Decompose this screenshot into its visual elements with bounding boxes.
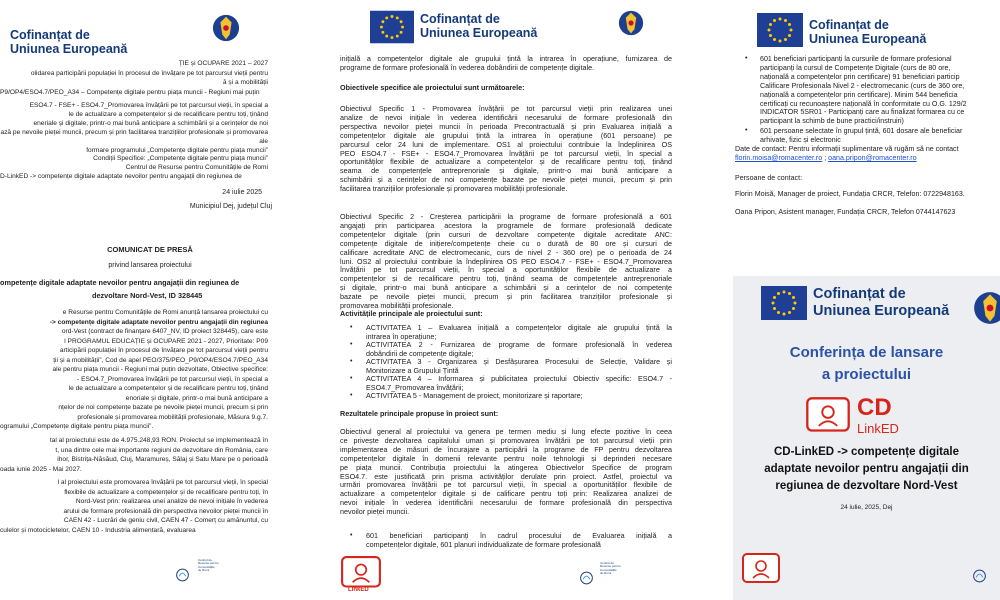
text-line — [340, 490, 672, 499]
text-line — [760, 100, 1000, 109]
text-line — [0, 78, 268, 88]
text-line-content: Obiectivul general al proiectului va genera pe termen mediu și lung efecte pozitive în ceea — [340, 428, 672, 436]
text-line — [0, 384, 268, 394]
results-title: Rezultatele principale propuse în proiect sunt: — [340, 409, 499, 418]
text-line — [0, 422, 268, 432]
email-link-oana[interactable]: oana.pripon@romacenter.ro — [828, 154, 917, 162]
text-line-content: Centrul de Resurse pentru Comunitățile de Romi — [125, 164, 268, 172]
text-block — [340, 213, 672, 311]
text-line-content: ESO4.7_Promovarea învățării; — [366, 383, 464, 392]
text-line — [340, 266, 672, 275]
press-release-page-right — [733, 0, 1000, 272]
text-line-content: e Resurse pentru Comunitățile de Romi anunță lansarea proiectului cu — [62, 309, 268, 316]
text-line — [340, 455, 672, 464]
text-line-content: ții și a mobilității”, Cod de apel PEO/375/PEO_P9/OP4/ESO4.7/PEO_A34 — [53, 356, 268, 364]
text-line-content: oada iunie 2025 - Mai 2027. — [0, 465, 82, 473]
text-line-content: P9/OP4/ESO4.7/PEO_A34 – Competențe digitale pentru piața muncii - Regiuni mai puțin — [0, 88, 260, 96]
text-line — [0, 465, 268, 475]
text-line — [760, 136, 1000, 145]
conference-title-line-1: Conferința de lansare — [789, 344, 944, 361]
text-line-content: ază pe nevoile pieței muncii, precum și prin facilitarea tranzițiilor profesionale și promovarea — [0, 128, 268, 136]
project-title-line-1: CD-LinkED -> competențe digitale — [774, 446, 959, 458]
text-line-content: Condiții Specifice: „Competențe digitale pentru piața muncii” — [93, 155, 268, 163]
text-line — [340, 284, 672, 293]
text-line — [340, 213, 672, 222]
text-line — [0, 478, 268, 488]
press-title: COMUNICAT DE PRESĂ — [107, 245, 193, 254]
bullet-icon: • — [350, 375, 353, 382]
text-line — [340, 132, 672, 141]
eu-flag-icon — [761, 284, 807, 322]
romania-emblem-icon — [618, 8, 644, 38]
text-line-content: olidarea participării populației în procesul de învățare pe tot parcursul vieții pentru — [30, 69, 268, 77]
contact-persons-title: Persoane de contact: — [735, 174, 803, 182]
text-line-content: articipării populației în procesul de învățare pe tot parcursul vieții pentru — [59, 347, 268, 354]
text-line — [0, 88, 268, 98]
text-line-content: Obiectivul Specific 1 - Promovarea învățării pe tot parcursul vieții prin realizarea unei — [340, 105, 672, 113]
text-line-content: flexibile de actualizare a competențelor și de recalificare pentru toți, în — [64, 488, 268, 496]
text-line-content: competențelor digitale în domenii relevante pentru noile tehnologii și deprinderi necesare — [340, 454, 672, 463]
text-line — [340, 141, 672, 150]
text-line-content: națională a competențelor prin certificare). Minim 544 beneficia — [760, 90, 958, 99]
text-line-content: Calificare Profesionala Nivel 2 - electromecanic (curs de 360 ore, — [760, 81, 965, 90]
text-line-content: ACTIVITATEA 2 - Furnizarea de programe de formare profesională în vederea — [366, 341, 672, 349]
text-block — [366, 324, 672, 342]
text-line — [0, 516, 268, 526]
conference-date: 24 iulie, 2025, Dej — [840, 504, 893, 511]
text-line-content: competențelor digitale ale grupului țintă la intrarea în operațiune (601 persoane) pe — [340, 131, 672, 140]
text-block — [340, 428, 672, 517]
email-link-florin[interactable]: florin.moisa@romacenter.ro — [735, 154, 823, 162]
eu-cofinanced-header — [10, 28, 127, 56]
text-line — [0, 488, 268, 498]
text-line-content: națională a competențelor prin certificare) 91 beneficiari particip — [760, 72, 960, 81]
text-line-content: t, una dintre cele mai importante regiuni de dezvoltare din România, care — [55, 446, 268, 454]
objectives-title: Obiectivele specifice ale proiectului sunt următoarele: — [340, 83, 525, 92]
text-line-content: Nord-Vest prin: realizarea unei analize de nevoi inițiale în vederea — [75, 498, 268, 505]
text-line-content: formare programului „Competențe digitale pentru piața muncii” — [86, 146, 268, 154]
eu-flag-icon — [757, 12, 803, 48]
text-line — [0, 327, 268, 337]
text-line-content: inițială a competențelor digitale ale grupului țintă la intrarea în operațiune, furnizarea de — [340, 55, 672, 63]
text-line — [0, 164, 268, 173]
text-block — [366, 375, 672, 393]
text-line-content: participant la schimb de bune practici/instruiri) — [760, 117, 904, 126]
text-line — [366, 392, 672, 401]
text-block — [340, 105, 672, 194]
text-line-content: ACTIVITATEA 4 – Informarea și publicitatea proiectului Obiectiv specific: ESO4.7 - — [366, 375, 672, 383]
text-block — [0, 478, 268, 535]
text-line — [0, 337, 268, 347]
text-line-content: ESO4.7. este justificată prin prisma activităților derulate prin proiect. Astfel, proiectul va — [340, 472, 672, 481]
text-line — [0, 436, 268, 446]
text-line — [0, 129, 268, 138]
text-line — [0, 413, 268, 423]
text-line — [760, 91, 1000, 100]
romania-emblem-icon — [973, 288, 1000, 328]
text-block — [366, 392, 672, 401]
text-block — [0, 436, 268, 474]
press-place: Municipiul Dej, județul Cluj — [189, 203, 272, 210]
text-line-content: l al proiectului este promovarea învățării pe tot parcursul vieții, în special — [57, 479, 268, 486]
text-line — [0, 455, 268, 465]
text-line — [340, 249, 672, 258]
text-line-content: 601 beneficiari participanți în cadrul procesului de Evaluarea inițială a — [366, 532, 672, 540]
text-line-content: ogramului „Competențe digitale pentru piața muncii”. — [0, 423, 154, 430]
text-line — [366, 324, 672, 333]
text-line — [0, 318, 268, 328]
text-line — [0, 59, 268, 69]
text-line-content: INDICATOR 5SR01 - Participanți care au finalizat formarea cu ce — [760, 108, 965, 117]
text-line — [760, 117, 1000, 126]
text-line-content: luni. OS2 al proiectului contribuie la îndeplinirea OS PEO ESO4.7 - FSE+ - ESO4.7_Promovarea — [340, 257, 672, 266]
text-line — [340, 446, 672, 455]
crcr-logo-icon — [973, 554, 1000, 598]
text-line-content: competențelor digitale (prin cursuri de dezvoltare competențe digitale acreditate ANC: — [340, 230, 672, 239]
eu-cofinanced-header — [813, 286, 949, 320]
header-line-2: Uniunea Europeană — [813, 303, 950, 319]
text-line — [0, 507, 268, 517]
text-line-content: CAEN 42 - Lucrări de geniu civil, CAEN 47 - Comerț cu amănuntul, cu — [63, 517, 268, 524]
text-line-content: programe de formare profesională în vederea dobândirii de competențe digitale. — [340, 63, 595, 72]
eu-flag-icon — [370, 10, 414, 44]
text-line — [340, 158, 672, 167]
text-line — [760, 73, 1000, 82]
text-line-content: le de actualizare a competențelor și de recalificare pentru toți, ținând — [68, 385, 268, 392]
bullet-icon: • — [350, 532, 353, 539]
project-title-line-3: regiunea de dezvoltare Nord-Vest — [775, 480, 958, 492]
cd-linked-logo-icon — [741, 552, 781, 592]
text-line — [340, 176, 672, 185]
text-line — [0, 394, 268, 404]
romania-emblem-icon — [212, 12, 240, 44]
header-line-2: Uniunea Europeană — [809, 32, 927, 46]
text-line-content: pe piața muncii. Contribuția proiectului la atingerea Obiectivelor Specifice de program — [340, 463, 672, 472]
press-release-page-middle — [318, 0, 690, 600]
text-line — [0, 497, 268, 507]
text-line — [340, 150, 672, 159]
text-line — [340, 275, 672, 284]
text-line — [340, 105, 672, 114]
text-line — [0, 111, 268, 120]
contact-intro: Date de contact: Pentru informații suplimentare vă rugăm să ne contact — [735, 145, 959, 153]
press-subtitle: privind lansarea proiectului — [108, 262, 192, 269]
text-line — [340, 499, 672, 508]
text-line — [340, 428, 672, 437]
text-block — [0, 308, 268, 432]
text-line — [0, 356, 268, 366]
text-line-content: schimbării și a cerințelor de noi competențe bazate pe nevoile pieței muncii, precum și prin — [340, 176, 672, 185]
text-block — [340, 55, 672, 73]
project-title-line-2: adaptate nevoilor pentru angajații din — [764, 463, 969, 475]
bullet-icon: • — [745, 55, 748, 62]
header-line-1: Cofinanțat de — [420, 12, 500, 26]
text-line — [0, 173, 268, 182]
cd-linked-logo-icon: LinkED — [340, 555, 382, 597]
text-line-content: facilitarea tranzițiilor profesionale și promovarea mobilității profesionale. — [340, 185, 568, 194]
text-line-content: seama de competențele antreprenoriale și digitale, printr-o mai bună anticipare a — [340, 167, 672, 176]
text-line-content: ă și a mobilității — [222, 79, 268, 86]
text-line-content: D-LinkED -> competențe digitale adaptate nevoilor pentru angajații din regiunea de — [0, 173, 242, 181]
text-line-content: ale pentru piața muncii - Regiuni mai puțin dezvoltate, Obiective specifice: — [52, 366, 268, 373]
text-line — [340, 114, 672, 123]
text-line-content: eneriale și digitale, printr-o mai bună anticipare a schimbării și a cerințelor de noi — [33, 119, 268, 127]
text-line-content: calificare acreditate ANC de electromecanic, curs de nivel 2 - 360 ore) pe o perioada de 24 — [340, 248, 672, 257]
text-line-content: 601 persoane selectate în grupul țintă, 601 dosare ale beneficiar — [760, 127, 963, 135]
bullet-icon: • — [745, 127, 748, 134]
text-line-content: ACTIVITATEA 1 – Evaluarea inițială a competențelor digitale ale grupului țintă la — [366, 324, 672, 332]
text-line-content: nevoilor pieței muncii. — [340, 508, 410, 517]
text-line — [760, 127, 1000, 136]
text-line-content: nțelor de noi competențe bazate pe nevoile pieței muncii, precum și prin — [58, 404, 268, 411]
eu-cofinanced-header — [809, 18, 926, 46]
text-line-content: perspectiva nevoilor pieței muncii în perioada Precontractuală și prin Evaluarea inițială a — [340, 122, 672, 131]
text-line — [366, 375, 672, 384]
press-date: 24 iulie 2025 — [222, 189, 262, 196]
text-line-content: ACTIVITATEA 5 - Management de proiect, monitorizare și raportare; — [366, 392, 583, 400]
text-block — [366, 532, 672, 550]
text-line-content: profesionale și promovarea mobilității profesionale, Măsura 9.g.7. — [77, 413, 268, 421]
text-line-content: 601 beneficiari participanți la cursurile de formare profesional — [760, 55, 952, 63]
text-line-content: promovarea mobilității profesionale. — [340, 302, 454, 311]
text-line — [760, 82, 1000, 91]
text-line-content: urmări promovarea învățării pe tot parcursul vieții, în special a oportunităților flexibile de — [340, 481, 672, 490]
text-line — [340, 473, 672, 482]
press-release-page-left — [0, 0, 300, 600]
launch-conference-card — [733, 276, 1000, 600]
text-line — [340, 231, 672, 240]
text-line-content: arhivate, fizic și electronic — [760, 135, 841, 144]
crcr-logo-icon: Centrul de Resurse pentru Comunitățile de Romi — [176, 553, 238, 597]
text-line — [366, 341, 672, 350]
text-line — [0, 375, 268, 385]
contact-person-2: Oana Pripon, Asistent manager, Fundația CRCR, Telefon 0744147623 — [735, 208, 956, 216]
text-line-content: l PROGRAMUL EDUCAȚIE și OCUPARE 2021 - 2027, Prioritate: P09 — [64, 337, 268, 345]
text-line — [340, 185, 672, 194]
text-line — [340, 240, 672, 249]
text-line — [366, 358, 672, 367]
text-block — [366, 341, 672, 359]
text-line — [366, 541, 672, 550]
text-line — [340, 123, 672, 132]
bullet-icon: • — [350, 341, 353, 348]
text-line — [340, 508, 672, 517]
bullet-icon: • — [350, 392, 353, 399]
text-line — [340, 481, 672, 490]
crcr-logo-icon: Centrul de Resurse pentru Comunitățile de Romi — [580, 556, 628, 600]
header-line-2: Uniunea Europeană — [420, 26, 538, 40]
text-line-content: parcursul celor 24 luni de implementare. OS1 al proiectului contribuie la îndeplinirea OS — [340, 140, 672, 149]
header-line-2: Uniunea Europeană — [10, 42, 128, 56]
text-line — [340, 464, 672, 473]
text-line-content: analize de nevoi inițiale în vederea identificării necesarului de formare profesională din — [340, 113, 672, 122]
text-block — [0, 59, 268, 97]
text-block — [366, 358, 672, 376]
text-line-content: competențelor digitale, 601 planuri individualizate de formare profesională — [366, 540, 601, 549]
text-line-content: ce privește dezvoltarea capitalului uman și promovarea învățării pe tot parcursul vieții prin — [340, 436, 672, 445]
cd-linked-logo-icon: CD LinkED — [803, 396, 933, 442]
eu-cofinanced-header — [420, 12, 537, 40]
text-block — [0, 102, 268, 182]
header-line-1: Cofinanțat de — [809, 18, 889, 32]
contact-person-1: Florin Moisă, Manager de proiect, Fundația CRCR, Telefon: 0722948163. — [735, 190, 965, 198]
text-line-content: competențelor și de recalificare pentru toți, ținând seama de competențele antreprenoriale — [340, 275, 672, 284]
text-line — [0, 526, 268, 536]
text-line-content: ale — [259, 137, 268, 145]
text-line — [340, 64, 672, 73]
text-line — [0, 155, 268, 164]
text-line — [340, 437, 672, 446]
text-line-content: și digitale, printr-o mai bună anticipare a schimbării și a cerințelor de noi competențe — [340, 284, 672, 293]
activities-title: Activitățile principale ale proiectului sunt: — [340, 309, 483, 318]
text-line — [760, 64, 1000, 73]
header-line-1: Cofinanțat de — [813, 286, 906, 302]
text-line — [0, 102, 268, 111]
text-block — [760, 127, 1000, 145]
text-block — [760, 55, 1000, 126]
text-line-content: angajați prin participarea acestora la programele de formare profesională dedicate — [340, 221, 672, 230]
text-line-content: culelor și motocicletelor, CAEN 10 - Industria alimentară, evaluarea — [0, 526, 196, 534]
text-line-content: ESO4.7 - FSE+ - ESO4.7_Promovarea învățării pe tot parcursul vieții, în special a — [29, 102, 268, 109]
text-line-content: ACTIVITATEA 3 - Organizarea și Desfășurarea Procesului de Selecție, Validare și — [366, 358, 672, 366]
text-line — [0, 69, 268, 79]
text-line-content: certificați cu recunoaștere națională în conformitate cu O.G. 129/2 — [760, 99, 967, 108]
text-line — [0, 365, 268, 375]
text-line — [0, 120, 268, 129]
bullet-icon: • — [350, 358, 353, 365]
text-line-content: ihor, Bistrița-Năsăud, Cluj, Maramureș, Sălaj și Satu Mare pe o perioadă — [57, 456, 268, 463]
text-line-content: implementarea de măsuri de încurajare a participării la programe de FP pentru dezvoltarea — [340, 445, 672, 454]
text-line — [0, 446, 268, 456]
text-line — [760, 55, 1000, 64]
text-line — [340, 258, 672, 267]
text-line-content: învățării pe tot parcursul vieții, în special a oportunităților flexibile de actualizare a — [340, 266, 672, 275]
bullet-icon: • — [350, 324, 353, 331]
text-line — [760, 108, 1000, 117]
text-line-content: oportunităților flexibile de actualizare a competențelor și de recalificare pentru toți, ținând — [340, 158, 672, 167]
text-line — [340, 293, 672, 302]
text-line — [340, 222, 672, 231]
text-line-content: - ESO4.7_Promovarea învățării pe tot parcursul vieții, în special a — [77, 375, 268, 383]
header-line-1: Cofinanțat de — [10, 28, 90, 42]
text-line — [366, 532, 672, 541]
text-line — [0, 403, 268, 413]
text-line-content: actualizare a competențelor digitale și de calificare pentru toți prin: Realizarea analizei de — [340, 490, 672, 499]
text-line-content: dobândirii de competențe digitale; — [366, 349, 474, 358]
text-line — [0, 346, 268, 356]
text-line-content: PEO ESO4.7 - FSE+ - ESO4.7_Promovarea învățării pe tot parcursul vieții, în special a — [340, 149, 672, 158]
text-line-content: tal al proiectului este de 4.975.248,93 RON. Proiectul se implementează în — [49, 437, 268, 444]
text-line-content: -> competențe digitale adaptate nevoilor pentru angajații din regiunea — [49, 318, 268, 326]
text-line-content: arului de formare profesională din perspectiva nevoilor pieței muncii în — [63, 507, 268, 515]
project-title-line-1: ompetențe digitale adaptate nevoilor pentru angajații din regiunea de — [0, 278, 240, 287]
text-line-content: Obiectivul Specific 2 - Creșterea participării la programe de formare profesională a 601 — [340, 213, 672, 221]
text-line-content: intrarea în operațiune; — [366, 332, 437, 341]
text-line — [0, 147, 268, 156]
text-line-content: le de actualizare a competențelor și de recalificare pentru toți, ținând — [68, 110, 268, 118]
text-line-content: Monitorizare a Grupului Țintă — [366, 366, 459, 375]
text-line — [0, 138, 268, 147]
project-title-line-2: dezvoltare Nord-Vest, ID 328445 — [92, 291, 203, 300]
text-line-content: enoriale și digitale, printr-o mai bună anticipare a — [125, 394, 268, 402]
text-line-content: bazate pe nevoile pieței muncii, precum și prin facilitarea tranzițiilor profesionale și — [340, 293, 672, 302]
text-line-content: ȚIE și OCUPARE 2021 – 2027 — [178, 60, 268, 67]
text-line-content: participanți la cursul de Competențe Digitale (curs de 80 ore, — [760, 63, 951, 72]
contact-emails: florin.moisa@romacenter.ro ; oana.pripon@romacenter.ro — [735, 154, 917, 162]
text-line — [340, 167, 672, 176]
text-line-content: ord-Vest (contract de finanțare 6407_NV, ID proiect 328445), care este — [61, 328, 268, 335]
text-line — [340, 55, 672, 64]
text-line — [0, 308, 268, 318]
text-line-content: competențe digitale de inițiere/competențe cheie cu o durată de 80 ore și cursuri de — [340, 239, 672, 248]
text-line-content: nevoi inițiale în vederea identificării necesarului de formare profesională din perspectiva — [340, 499, 672, 508]
conference-title-line-2: a proiectului — [821, 366, 912, 383]
